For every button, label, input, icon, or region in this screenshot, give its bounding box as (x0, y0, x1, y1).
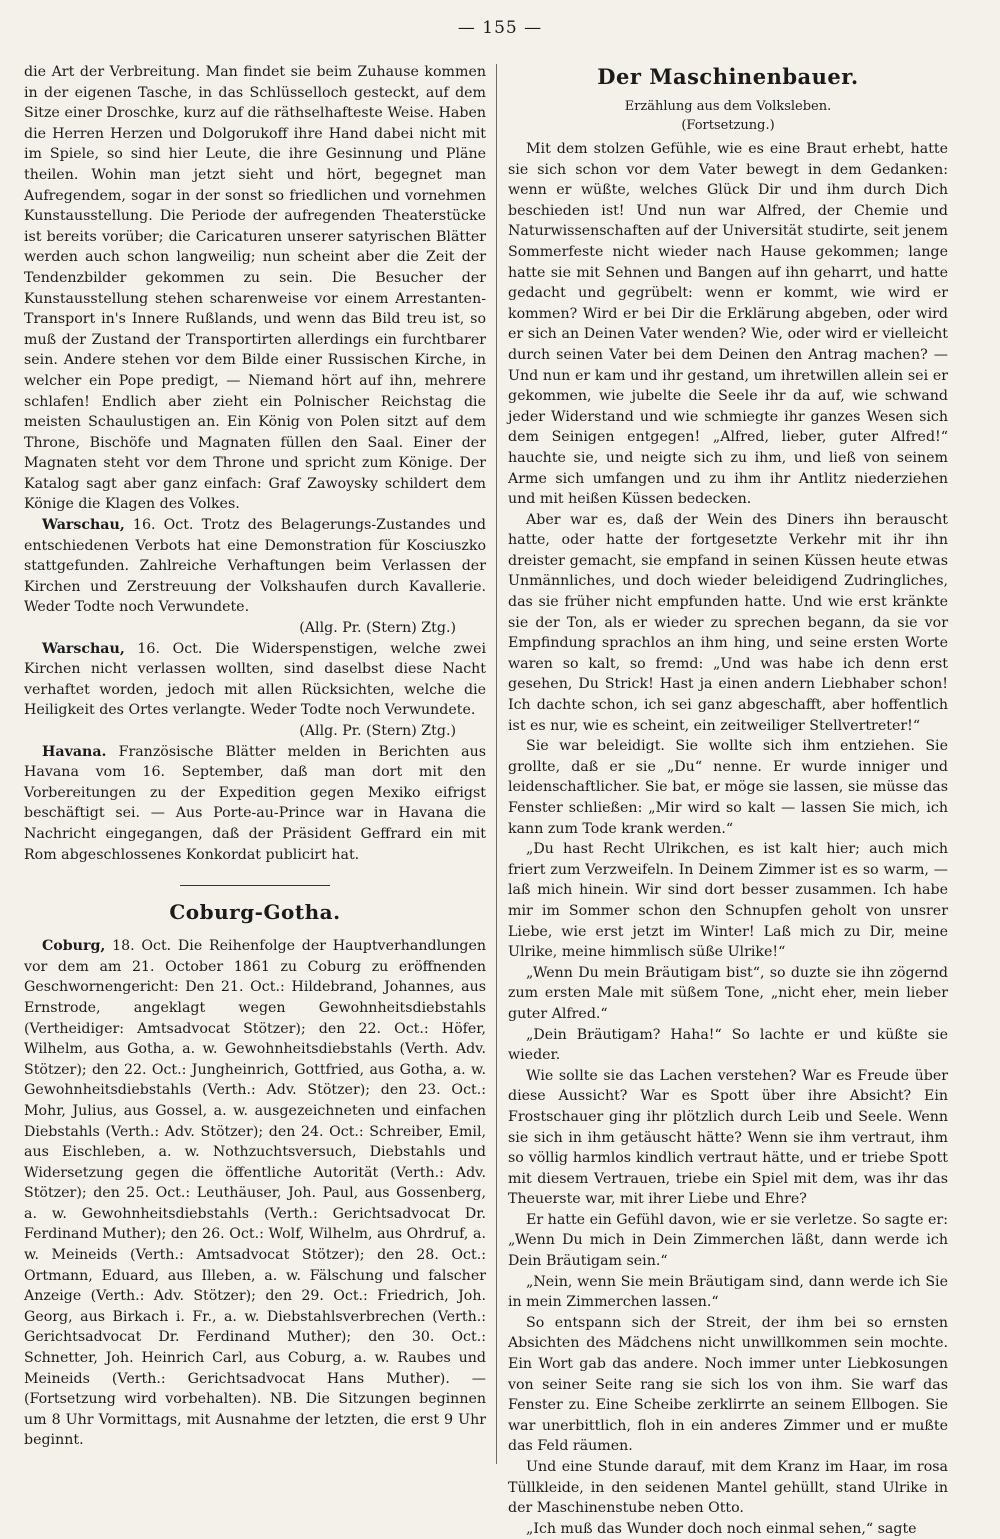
story-paragraph: „Dein Bräutigam? Haha!“ So lachte er und küßte sie wieder. (508, 1026, 948, 1064)
right-column (508, 62, 948, 1539)
story-paragraph: Er hatte ein Gefühl davon, wie er sie verletze. So sagte er: „Wenn Du mich in Dein Zimmerchen läßt, dann werde ich Dein Bräutigam sein.“ (508, 1211, 948, 1270)
story-paragraph: „Du hast Recht Ulrikchen, es ist kalt hier; auch mich friert zum Verzweifeln. In Deinem Zimmer ist es so warm, — laß mich hinein. Wir sind dort besser zusammen. Ich habe mir im Sommer schon den Schnupfen geholt von unsrer Liebe, wie erst jetzt im Winter! Laß mich zu Dir, meine Ulrike, meine himmlisch süße Ulrike!“ (508, 841, 948, 961)
story-paragraph: Wie sollte sie das Lachen verstehen? War es Freude über diese Aussicht? War es Spott über ihre Absicht? Ein Frostschauer ging ihr plötzlich durch Leib und Seele. Wenn sie sich in ihm getäuscht hätte? Wenn sie ihm vertraut, ihm so völlig harmlos kindlich vertraut hätte, und er triebe Spott mit diesem Vertrauen, triebe ein Spiel mit dem, was ihr das Theuerste war, mit ihrer Liebe und Ehre? (508, 1067, 948, 1208)
dateline: Havana. (42, 743, 107, 760)
news-item-warschau-1 (24, 515, 486, 639)
news-text: Französische Blätter melden in Berichten aus Havana vom 16. September, daß man dort mit den Vorbereitungen zu der Expedition gegen Mexiko eifrigst beschäftigt sei. — Aus Porte-au-Prince war in Havana die Nachricht eingegangen, daß der Präsident Geffrard ein mit Rom abgeschlossenes Konkordat publicirt hat. (24, 743, 486, 863)
story-paragraph: Aber war es, daß der Wein des Diners ihn berauscht hatte, oder hatte der fortgesetzte Verkehr mit ihr ihn dreister gemacht, sie empfand in seinen Küssen heute etwas Unmännliches, und doch wieder beleidigend Zudringliches, das sie früher nicht empfunden hatte. Und wie erst kränkte sie der Ton, als er wieder zu sprechen begann, da sie vor Empfindung sprachlos an ihm hing, und seine ersten Worte waren so kalt, so fremd: „Und was habe ich denn erst gesehen, Du Strick! Hast ja einen andern Liebhaber schon! Ich dachte schon, ich sei ganz abgeschafft, aber hoffentlich ist es nur, wie es scheint, ein zeitweiliger Stellvertreter!“ (508, 511, 948, 734)
left-column (24, 62, 486, 1451)
story-paragraph: „Wenn Du mein Bräutigam bist“, so duzte sie ihn zögernd zum ersten Male mit süßem Tone, „nicht eher, mein lieber guter Alfred.“ (508, 964, 948, 1022)
story-paragraph: „Nein, wenn Sie mein Bräutigam sind, dann werde ich Sie in mein Zimmerchen lassen.“ (508, 1273, 948, 1311)
news-text: 18. Oct. Die Reihenfolge der Hauptverhandlungen vor dem am 21. October 1861 zu Coburg zu eröffnenden Geschwornengericht: Den 21. Oct.: Hildebrand, Johannes, aus Ernstrode, angeklagt wegen Gewohnheitsdiebstahls (Vertheidiger: Amtsadvocat Stötzer); den 22. Oct.: Höfer, Wilhelm, aus Gotha, a. w. Gewohnheitsdiebstahls (Verth. Adv. Stötzer); den 22. Oct.: Jungheinrich, Gottfried, aus Gotha, a. w. Gewohnheitsdiebstahls (Verth.: Adv. Stötzer); den 23. Oct.: Mohr, Julius, aus Gossel, a. w. ausgezeichneten und einfachen Diebstahls (Verth.: Adv. Stötzer); den 24. Oct.: Schreiber, Emil, aus Eischleben, a. w. Nothzuchtsversuch, Diebstahls und Widersetzung gegen die öffentliche Autorität (Verth.: Adv. Stötzer); den 25. Oct.: Leuthäuser, Joh. Paul, aus Gossenberg, a. w. Gewohnheitsdiebstahls (Verth.: Gerichtsadvocat Dr. Ferdinand Muther); den 26. Oct.: Wolf, Wilhelm, aus Ohrdruf, a. w. Meineids (Verth.: Amtsadvocat Stötzer); den 28. Oct.: Ortmann, Eduard, aus Illeben, a. w. Fälschung und falscher Anzeige (Verth.: Adv. Stötzer); den 29. Oct.: Friedrich, Joh. Georg, aus Birkach i. Fr., a. w. Diebstahlsverbrechen (Verth.: Gerichtsadvocat Dr. Ferdinand Muther); den 30. Oct.: Schnetter, Joh. Heinrich Carl, aus Coburg, a. w. Raubes und Meineids (Verth.: Gerichtsadvocat Hans Muther). — (Fortsetzung wird vorbehalten). NB. Die Sitzungen beginnen um 8 Uhr Vormittags, mit Ausnahme der letzten, die erst 9 Uhr beginnt. (24, 938, 486, 1449)
article-paragraph: die Art der Verbreitung. Man findet sie beim Zuhause kommen in der eigenen Tasche, in das Schlüsselloch gesteckt, auf dem Sitze einer Droschke, kurz auf die räthselhafteste Weise. Haben die Herren Herzen und Dolgorukoff ihre Hand dabei nicht mit im Spiele, so sind hier Leute, die ihre Gesinnung und Pläne theilen. Wohin man jetzt sieht und hört, begegnet man Aufregendem, sogar in der sonst so friedlichen und vornehmen Kunstausstellung. Die Periode der aufregenden Theaterstücke ist bereits vorüber; die Caricaturen unserer satyrischen Blätter werden auch schon langweilig; nun scheint aber die Zeit der Tendenzbilder gekommen zu sein. Die Besucher der Kunstausstellung stehen scharenweise vor einem Arrestanten-Transport in's Innere Rußlands, und wenn das Bild treu ist, so muß der Zustand der Transportirten allerdings ein furchtbarer sein. Andere stehen vor dem Bilde einer Russischen Kirche, in welcher ein Pope predigt, — Niemand hört auf ihn, mehrere schlafen! Endlich aber zieht ein Polnischer Reichstag die meisten Schaulustigen an. Ein König von Polen sitzt auf dem Throne, Bischöfe und Magnaten füllen den Saal. Einer der Magnaten steht vor dem Throne und spricht zum Könige. Der Katalog sagt aber ganz einfach: Graf Zawoysky schildert dem Könige die Klagen des Volkes. (24, 64, 486, 513)
section-rule (180, 885, 330, 886)
column-divider (496, 64, 497, 1464)
story-continuation: (Fortsetzung.) (681, 118, 775, 133)
news-source: (Allg. Pr. (Stern) Ztg.) (299, 620, 456, 637)
news-item-havana (24, 742, 486, 866)
story-paragraph: Mit dem stolzen Gefühle, wie es eine Braut erhebt, hatte sie sich schon vor dem Vater bewegt in dem Gedanken: wenn er wüßte, welches Glück Dir und ihm durch Dich beschieden ist! Und nun war Alfred, der Chemie und Naturwissenschaften auf der Universität studirte, seit jenem Sommerfeste nicht wieder nach Hause gekommen; lange hatte sie mit Sehnen und Bangen auf ihn geharrt, und hatte gedacht und gegrübelt: wenn er kommt, wie wird er kommen? Wird er bei Dir die Erklärung abgeben, oder wird er sich an Deinen Vater wenden? Wie, oder wird er vielleicht durch seinen Vater bei dem Deinen den Antrag machen? — Und nun er kam und ihr gestand, um ihretwillen allein sei er gekommen, wie jubelte die Seele ihr da auf, wie schwand jeder Widerstand und wie schmiegte ihr ganzes Wesen sich dem Seinigen entgegen! „Alfred, lieber, guter Alfred!“ hauchte sie, und neigte sich zu ihm, und ließ von seinem Arme sich umfangen und zu ihm ihr Antlitz niederziehen und mit heißen Küssen bedecken. (508, 141, 948, 508)
dateline: Coburg, (42, 938, 106, 955)
story-title: Der Maschinenbauer. (597, 64, 859, 89)
news-source: (Allg. Pr. (Stern) Ztg.) (299, 723, 456, 739)
dateline: Warschau, (42, 640, 125, 657)
news-text: 16. Oct. Trotz des Belagerungs-Zustandes und entschiedenen Verbots hat eine Demonstration für Kosciuszko stattgefunden. Zahlreiche Verhaftungen beim Verlassen der Kirchen und Zerstreuung der Volkshaufen durch Kavallerie. Weder Todte noch Verwundete. (24, 517, 486, 616)
section-heading: Coburg-Gotha. (169, 900, 341, 925)
story-paragraph: So entspann sich der Streit, der ihm bei so ernsten Absichten des Mädchens nicht unwillkommen sein mochte. Ein Wort gab das andere. Noch immer unter Liebkosungen von seiner Seite rang sie sich los von ihm. Sie warf das Fenster zu. Eine Scheibe zerklirrte an seinem Ellbogen. Sie war unerbittlich, floh in ein anderes Zimmer und er mußte das Feld räumen. (508, 1314, 948, 1455)
news-item-warschau-2 (24, 639, 486, 742)
news-text: 16. Oct. Die Widerspenstigen, welche zwei Kirchen nicht verlassen wollten, sind daselbst diese Nacht verhaftet worden, jedoch mit allen Rücksichten, welche die Heiligkeit des Ortes verlangte. Weder Todte noch Verwundete. (24, 640, 486, 719)
page-number: — 155 — (457, 18, 543, 38)
story-subtitle: Erzählung aus dem Volksleben. (624, 99, 832, 114)
story-paragraph: Sie war beleidigt. Sie wollte sich ihm entziehen. Sie grollte, daß er sie „Du“ nenne. Er wurde inniger und leidenschaftlicher. Sie bat, er möge sie lassen, sie müsse das Fenster schließen: „Mir wird so kalt — lassen Sie mich, ich kann zum Tode krank werden.“ (508, 738, 948, 837)
dateline: Warschau, (42, 517, 125, 534)
story-paragraph: Und eine Stunde darauf, mit dem Kranz im Haar, im rosa Tüllkleide, in den seidenen Mantel gehüllt, stand Ulrike in der Maschinenstube neben Otto. (508, 1459, 948, 1517)
news-item-coburg (24, 936, 486, 1451)
story-paragraph: „Ich muß das Wunder doch noch einmal sehen,“ sagte (526, 1520, 917, 1537)
